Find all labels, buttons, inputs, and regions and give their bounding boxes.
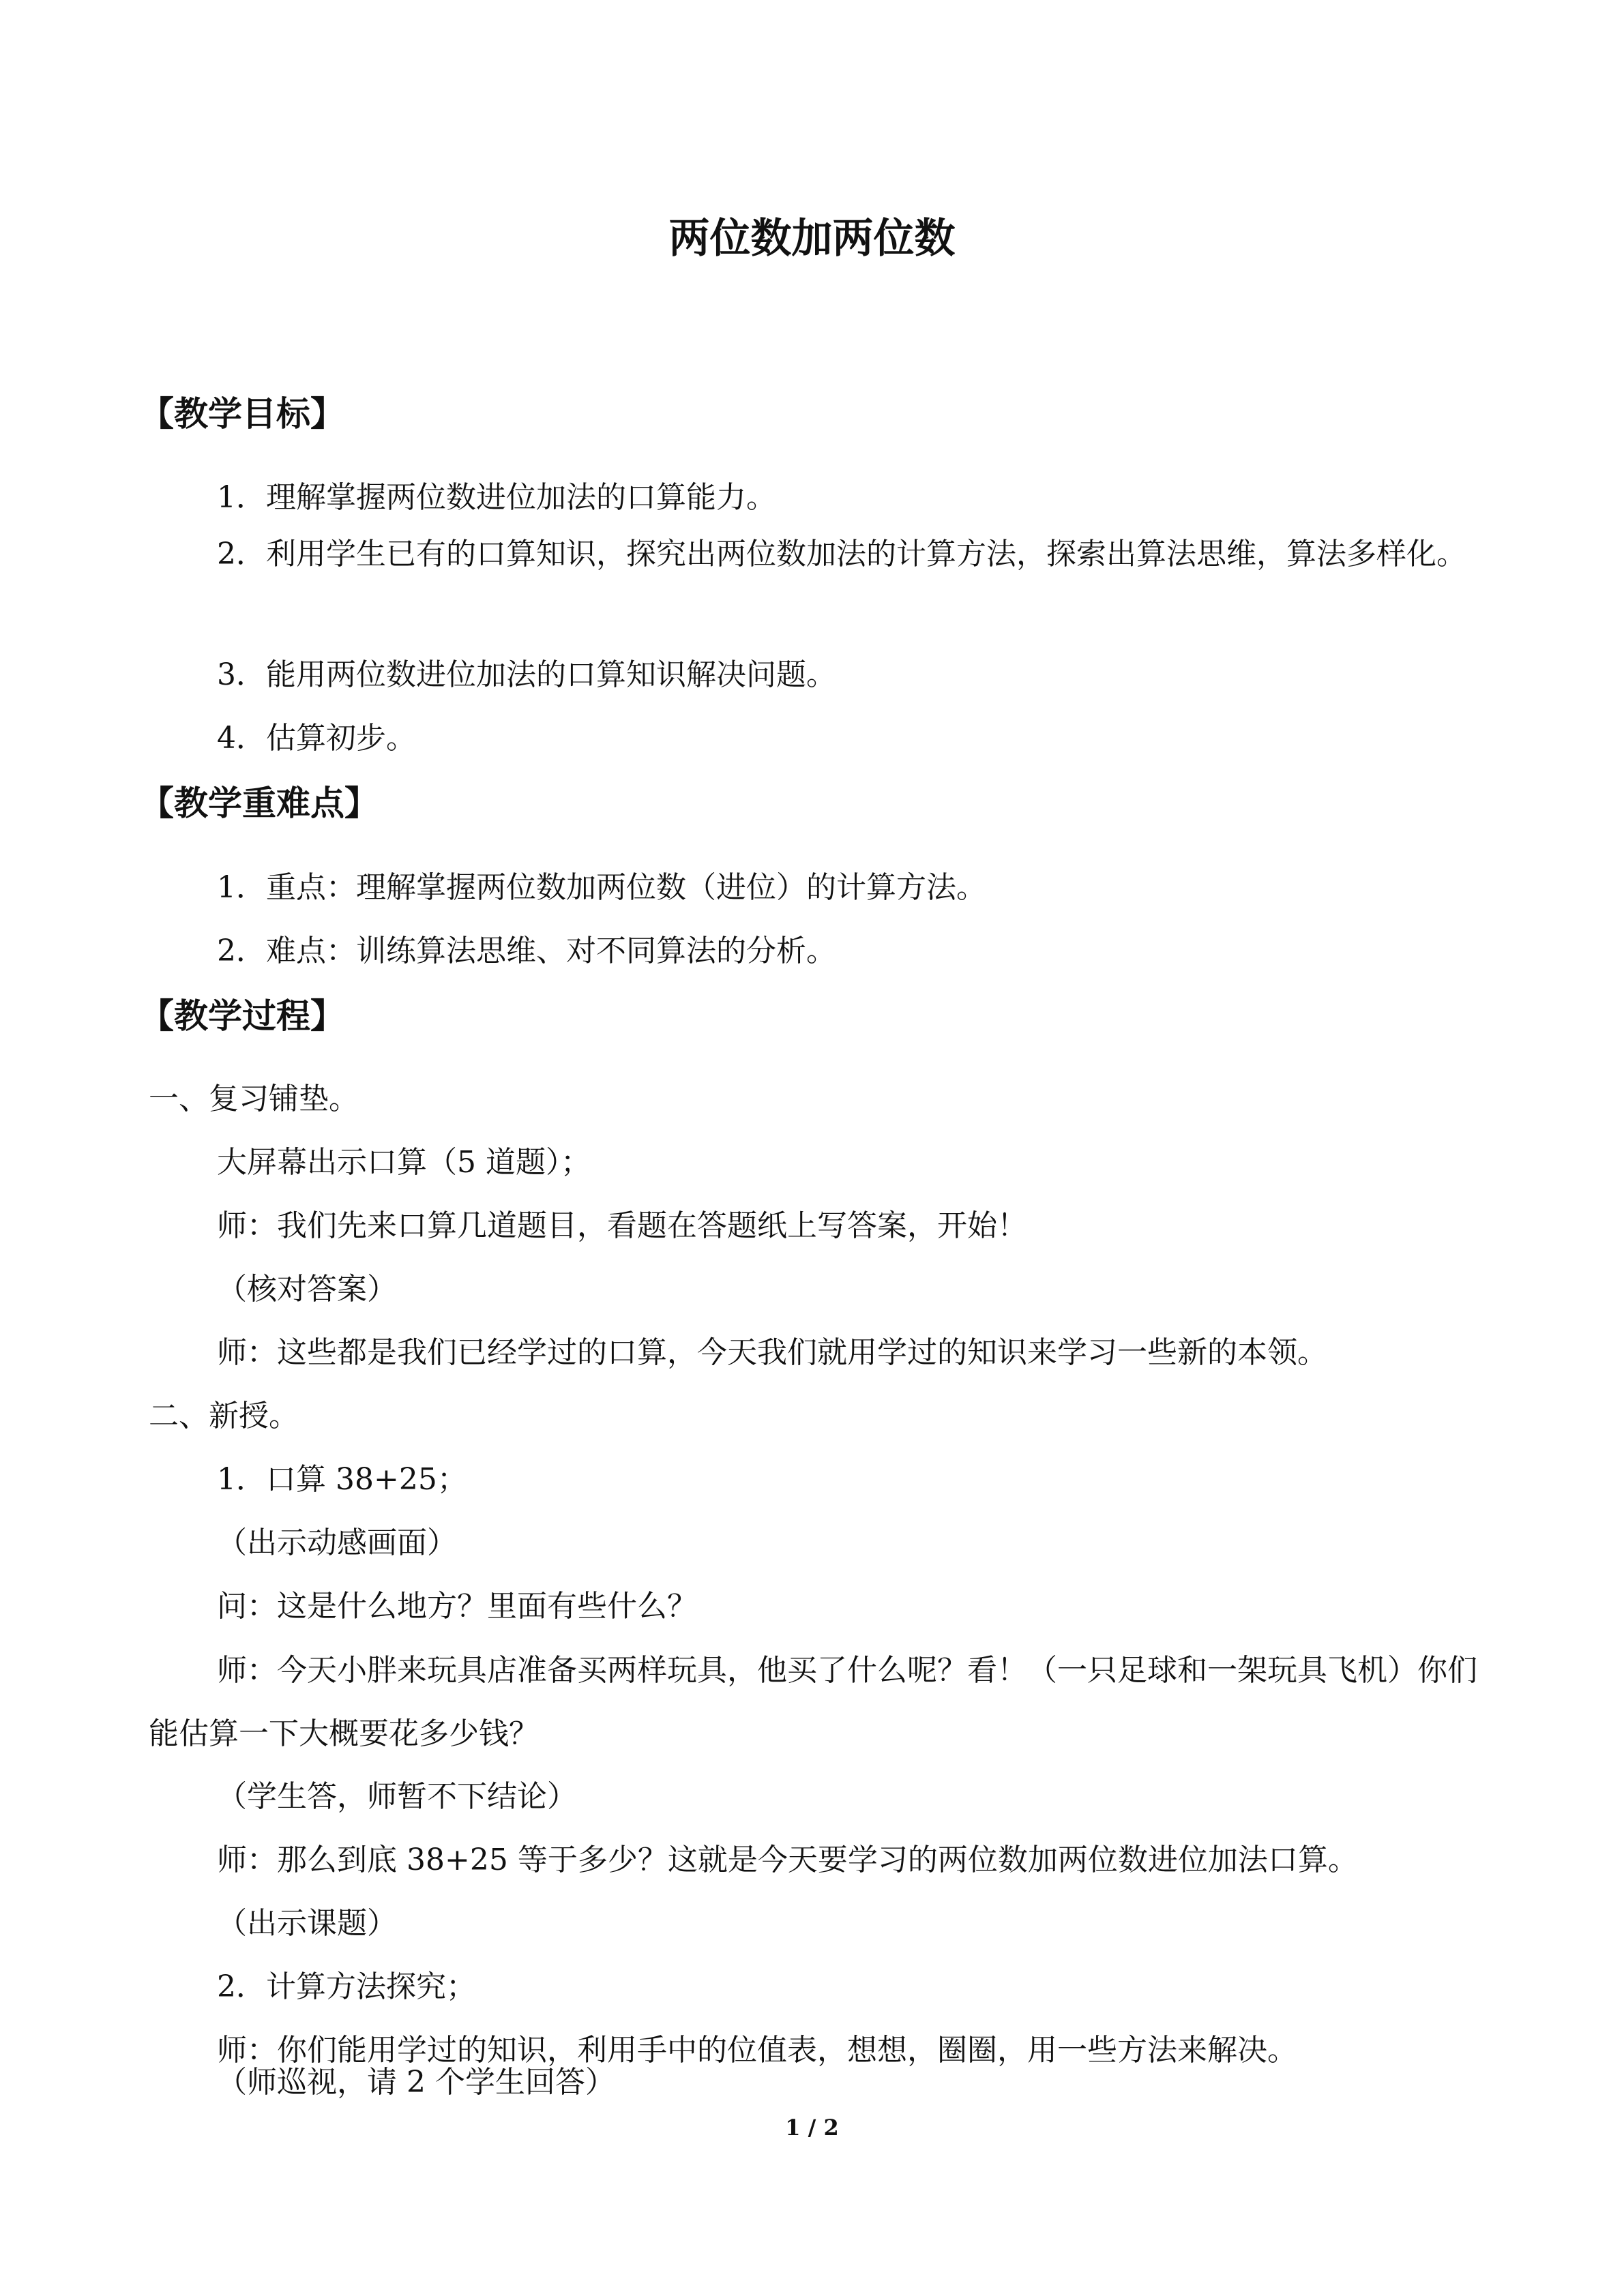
process-line-8: （出示动感画面） [217, 1525, 457, 1560]
process-line-6: 二、新授。 [149, 1399, 299, 1433]
process-line-15: 师：你们能用学过的知识，利用手中的位值表，想想，圈圈，用一些方法来解决。 [217, 2033, 1297, 2068]
process-line-3: 师：我们先来口算几道题目，看题在答题纸上写答案，开始！ [217, 1208, 1027, 1243]
process-line-12: 师：那么到底 38+25 等于多少？这就是今天要学习的两位数加两位数进位加法口算。 [217, 1843, 1358, 1877]
process-line-13: （出示课题） [217, 1906, 397, 1941]
process-line-14: 2．计算方法探究； [217, 1969, 476, 2004]
process-line-4: （核对答案） [217, 1272, 397, 1307]
page-number: 1 / 2 [785, 2115, 839, 2141]
process-line-2: 大屏幕出示口算（5 道题）； [217, 1145, 591, 1180]
process-line-16: （师巡视，请 2 个学生回答） [217, 2065, 615, 2100]
section-heading-process: 【教学过程】 [140, 996, 344, 1036]
goal-item-4: 4．估算初步。 [217, 721, 416, 756]
key-point-item-2: 2．难点：训练算法思维、对不同算法的分析。 [217, 934, 836, 968]
process-line-1: 一、复习铺垫。 [149, 1082, 359, 1116]
process-line-5: 师：这些都是我们已经学过的口算，今天我们就用学过的知识来学习一些新的本领。 [217, 1335, 1327, 1370]
goal-item-3: 3．能用两位数进位加法的口算知识解决问题。 [217, 657, 836, 692]
section-heading-key-points: 【教学重难点】 [140, 784, 379, 823]
goal-item-2: 2．利用学生已有的口算知识，探究出两位数加法的计算方法，探索出算法思维，算法多样化。 [217, 537, 1466, 571]
process-line-11: （学生答，师暂不下结论） [217, 1779, 577, 1814]
key-point-item-1: 1．重点：理解掌握两位数加两位数（进位）的计算方法。 [217, 870, 986, 905]
goal-item-1: 1．理解掌握两位数进位加法的口算能力。 [217, 480, 776, 515]
page-title: 两位数加两位数 [668, 215, 956, 263]
process-line-7: 1．口算 38+25； [217, 1462, 467, 1497]
process-line-10: 师：今天小胖来玩具店准备买两样玩具，他买了什么呢？看！（一只足球和一架玩具飞机）你们能估算一下大概要花多少钱？ [149, 1653, 1477, 1751]
process-line-9: 问：这是什么地方？里面有些什么？ [217, 1589, 697, 1624]
section-heading-goals: 【教学目标】 [140, 394, 344, 434]
